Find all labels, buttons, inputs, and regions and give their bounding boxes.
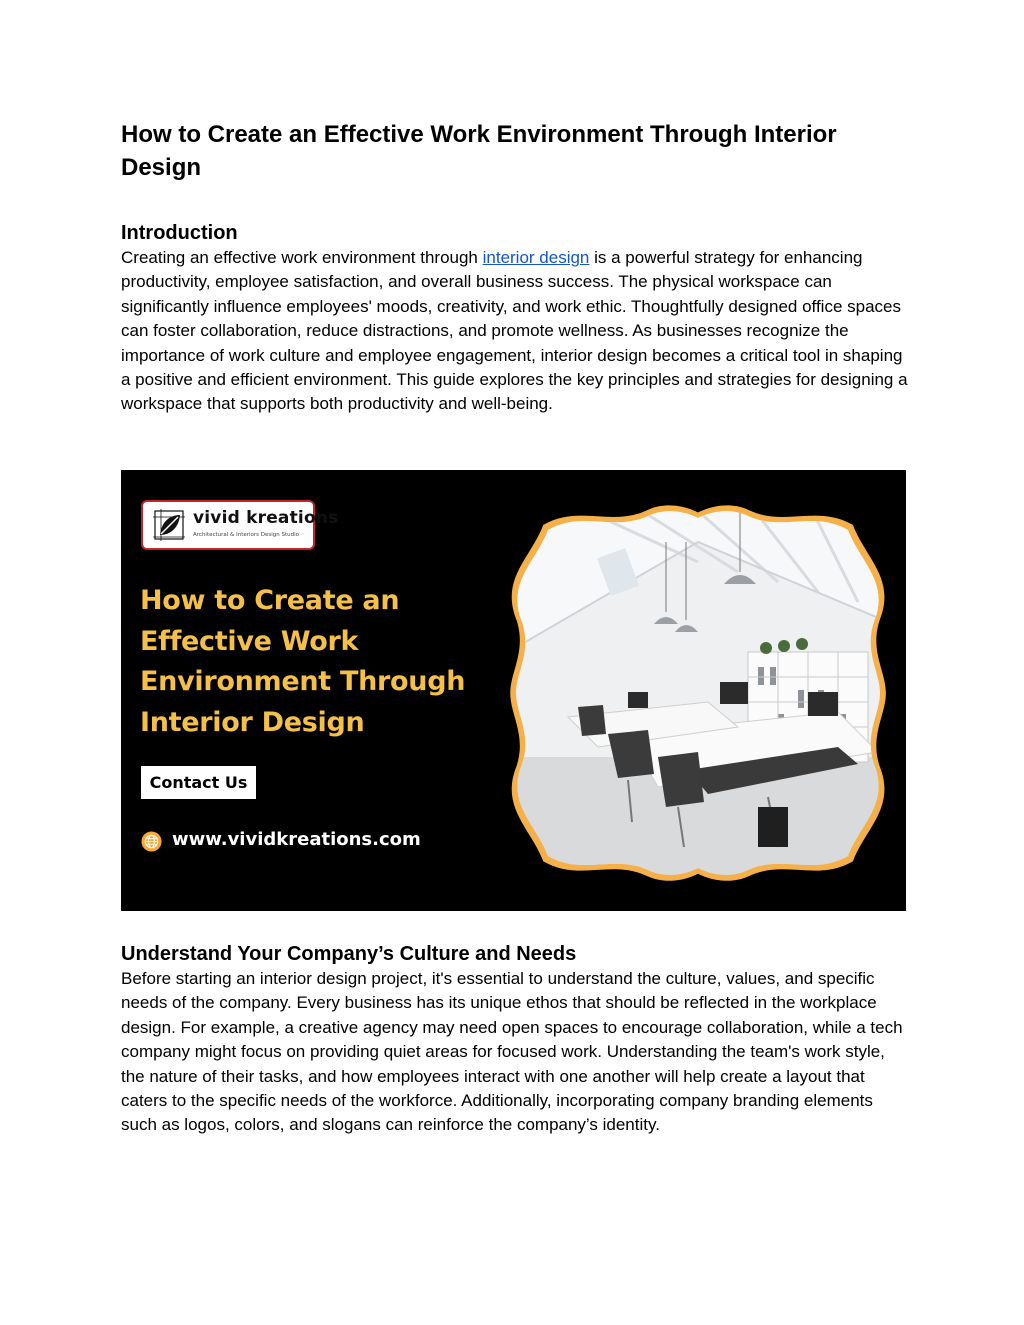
office-photo — [508, 502, 888, 884]
document-title: How to Create an Effective Work Environment Through Interior Design — [121, 121, 837, 181]
section-paragraph-company-culture: Before starting an interior design project, it's essential to understand the culture, values, and specific needs of the company. Every business has its unique ethos that should be reflected in the workplace design. For example, a creative agency may need open spaces to encourage collaboration, while a tech company might focus on providing quiet areas for focused work. Understanding the team's work style, the nature of their tasks, and how employees interact with one another will help create a layout that caters to the specific needs of the workforce. Additionally, incorporating company branding elements such as logos, colors, and slogans can reinforce the company’s identity. — [121, 969, 903, 1135]
logo-mark-icon — [151, 507, 187, 543]
banner-title-line: Effective Work — [140, 625, 359, 657]
contact-us-button: Contact Us — [141, 766, 256, 799]
article-banner-image — [121, 470, 906, 911]
paragraph-text: is a powerful strategy for enhancing productivity, employee satisfaction, and overall business success. The physical workspace can significantly influence employees' moods, creativity, and work ethic. Thoughtfully designed office spaces can foster collaboration, reduce distractions, and promote wellness. As businesses recognize the importance of work culture and employee engagement, interior design becomes a critical tool in shaping a positive and efficient environment. This guide explores the key principles and strategies for designing a workspace that supports both productivity and well-being. — [121, 248, 908, 414]
banner-title-line: Interior Design — [140, 706, 365, 738]
banner-title — [140, 581, 500, 743]
paragraph-text: Creating an effective work environment through — [121, 248, 483, 267]
logo-tagline: Architectural & Interiors Design Studio — [193, 532, 300, 538]
section-heading-introduction: Introduction — [121, 222, 238, 244]
section-paragraph-introduction — [121, 246, 911, 417]
document-page — [121, 118, 911, 1135]
website-url: www.vividkreations.com — [172, 829, 421, 850]
banner-title-line: How to Create an — [140, 585, 400, 616]
logo-name: vivid kreations — [193, 508, 339, 528]
section-heading-company-culture: Understand Your Company’s Culture and Needs — [121, 943, 577, 965]
globe-icon — [141, 831, 162, 852]
company-logo — [141, 500, 339, 550]
interior-design-link[interactable]: interior design — [482, 248, 590, 267]
banner-title-line: Environment Through — [140, 666, 466, 697]
